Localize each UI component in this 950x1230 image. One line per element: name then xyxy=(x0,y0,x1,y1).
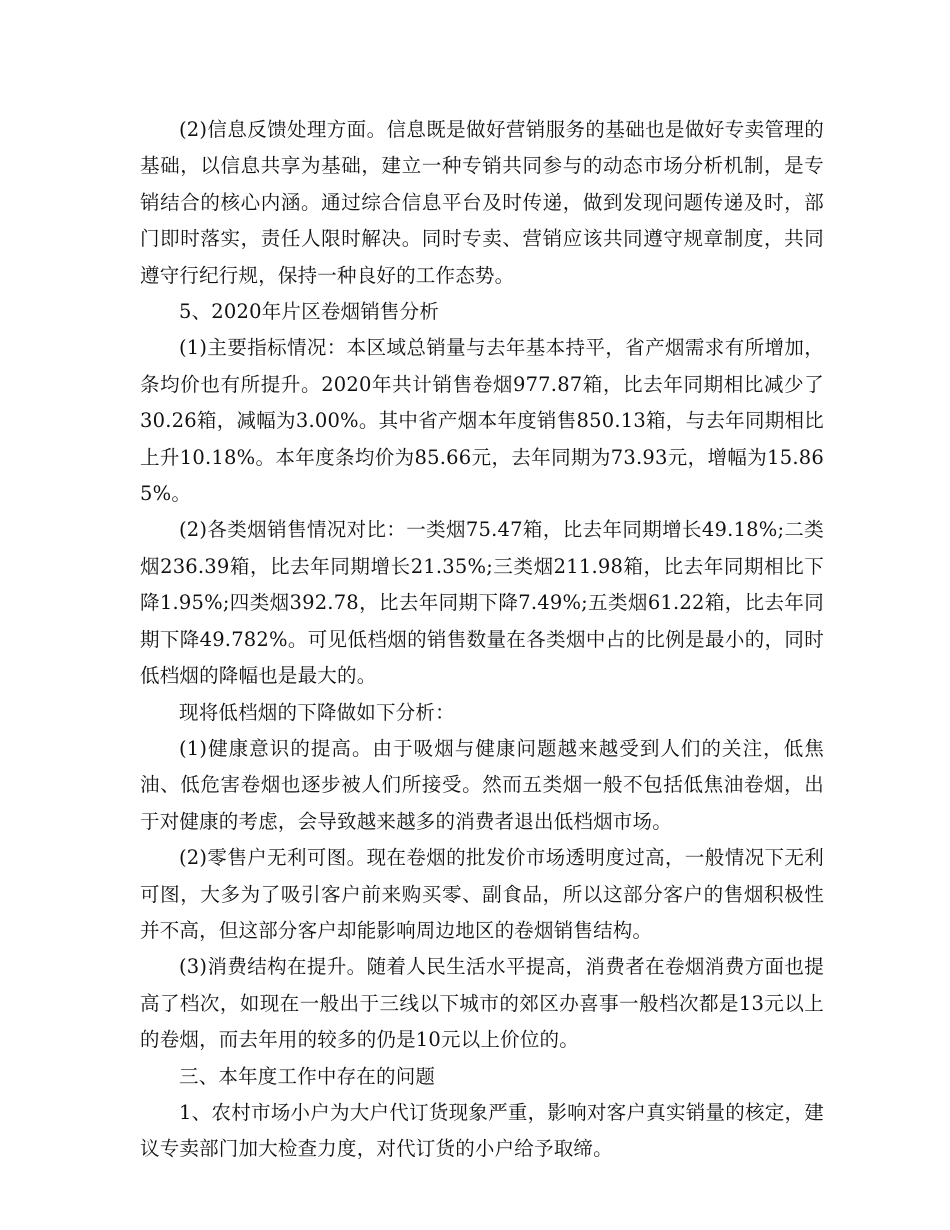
section-heading-problems: 三、本年度工作中存在的问题 xyxy=(179,1064,436,1088)
document-body xyxy=(140,112,824,1168)
paragraph-rural-ordering: 1、农村市场小户为大户代订货现象严重，影响对客户真实销量的核定，建议专卖部门加大检查力度，对代订货的小户给予取缔。 xyxy=(140,1100,824,1161)
paragraph-category-comparison: (2)各类烟销售情况对比：一类烟75.47箱，比去年同期增长49.18%;二类烟236.39箱，比去年同期增长21.35%;三类烟211.98箱，比去年同期相比下降1.95%;四类烟392.78，比去年同期下降7.49%;五类烟61.22箱，比去年同期下降49.782%。可见低档烟的销售数量在各类烟中占的比例是最小的，同时低档烟的降幅也是最大的。 xyxy=(140,518,824,688)
paragraph-info-feedback: (2)信息反馈处理方面。信息既是做好营销服务的基础也是做好专卖管理的基础，以信息共享为基础，建立一种专销共同参与的动态市场分析机制，是专销结合的核心内涵。通过综合信息平台及时传递，做到发现问题传递及时，部门即时落实，责任人限时解决。同时专卖、营销应该共同遵守规章制度，共同遵守行纪行规，保持一种良好的工作态势。 xyxy=(140,118,824,287)
paragraph-retailer-profit: (2)零售户无利可图。现在卷烟的批发价市场透明度过高，一般情况下无利可图，大多为了吸引客户前来购买零、副食品，所以这部分客户的售烟积极性并不高，但这部分客户却能影响周边地区的卷烟销售结构。 xyxy=(140,846,824,942)
paragraph-decline-intro: 现将低档烟的下降做如下分析： xyxy=(179,700,455,724)
paragraph-health-awareness: (1)健康意识的提高。由于吸烟与健康问题越来越受到人们的关注，低焦油、低危害卷烟也逐步被人们所接受。然而五类烟一般不包括低焦油卷烟，出于对健康的考虑，会导致越来越多的消费者退出低档烟市场。 xyxy=(140,736,824,833)
paragraph-consumption-structure: (3)消费结构在提升。随着人民生活水平提高，消费者在卷烟消费方面也提高了档次，如现在一般出于三线以下城市的郊区办喜事一般档次都是13元以上的卷烟，而去年用的较多的仍是10元以上价位的。 xyxy=(140,955,824,1052)
paragraph-main-indicators: (1)主要指标情况：本区域总销量与去年基本持平，省产烟需求有所增加，条均价也有所提升。2020年共计销售卷烟977.87箱，比去年同期相比减少了30.26箱，减幅为3.00%。其中省产烟本年度销售850.13箱，与去年同期相比上升10.18%。本年度条均价为85.66元，去年同期为73.93元，增幅为15.865%。 xyxy=(140,336,824,506)
section-heading-sales-analysis: 5、2020年片区卷烟销售分析 xyxy=(179,300,440,324)
